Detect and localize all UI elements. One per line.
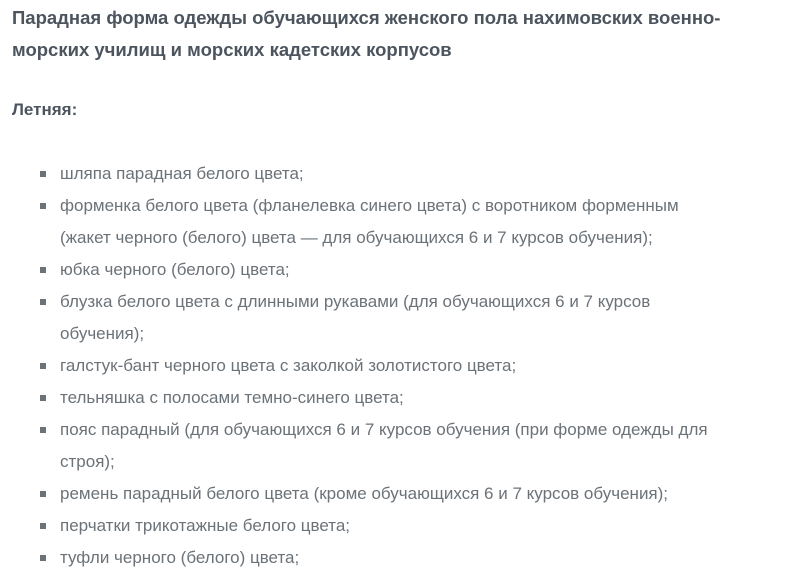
bullet-square-icon	[40, 523, 46, 529]
list-item-text: пояс парадный (для обучающихся 6 и 7 курсов обучения (при форме одежды для строя);	[60, 420, 708, 471]
list-item-text: блузка белого цвета с длинными рукавами (для обучающихся 6 и 7 курсов обучения);	[60, 292, 651, 343]
list-item	[12, 158, 720, 190]
list-item-text: перчатки трикотажные белого цвета;	[60, 516, 351, 535]
bullet-square-icon	[40, 203, 46, 209]
list-item-text: юбка черного (белого) цвета;	[60, 260, 290, 279]
list-item	[12, 542, 720, 574]
bullet-square-icon	[40, 363, 46, 369]
list-item	[12, 382, 720, 414]
bullet-square-icon	[40, 299, 46, 305]
list-item-text: тельняшка с полосами темно-синего цвета;	[60, 388, 404, 407]
list-item-text: шляпа парадная белого цвета;	[60, 164, 304, 183]
list-item	[12, 478, 720, 510]
list-item	[12, 414, 720, 478]
list-item	[12, 350, 720, 382]
list-item	[12, 254, 720, 286]
uniform-items-list	[12, 158, 720, 574]
list-item-text: ремень парадный белого цвета (кроме обучающихся 6 и 7 курсов обучения);	[60, 484, 669, 503]
list-item-text: форменка белого цвета (фланелевка синего цвета) с воротником форменным (жакет черного (белого) цвета — для обучающихся 6 и 7 курсов обучения);	[60, 196, 679, 247]
bullet-square-icon	[40, 491, 46, 497]
bullet-square-icon	[40, 427, 46, 433]
bullet-square-icon	[40, 267, 46, 273]
list-item-text: туфли черного (белого) цвета;	[60, 548, 300, 567]
page-title: Парадная форма одежды обучающихся женского пола нахимовских военно-морских училищ и морских кадетских корпусов	[12, 7, 721, 60]
bullet-square-icon	[40, 555, 46, 561]
list-item	[12, 286, 720, 350]
section-heading-summer: Летняя:	[12, 100, 78, 119]
list-item	[12, 190, 720, 254]
list-item	[12, 510, 720, 542]
bullet-square-icon	[40, 171, 46, 177]
bullet-square-icon	[40, 395, 46, 401]
list-item-text: галстук-бант черного цвета с заколкой золотистого цвета;	[60, 356, 517, 375]
